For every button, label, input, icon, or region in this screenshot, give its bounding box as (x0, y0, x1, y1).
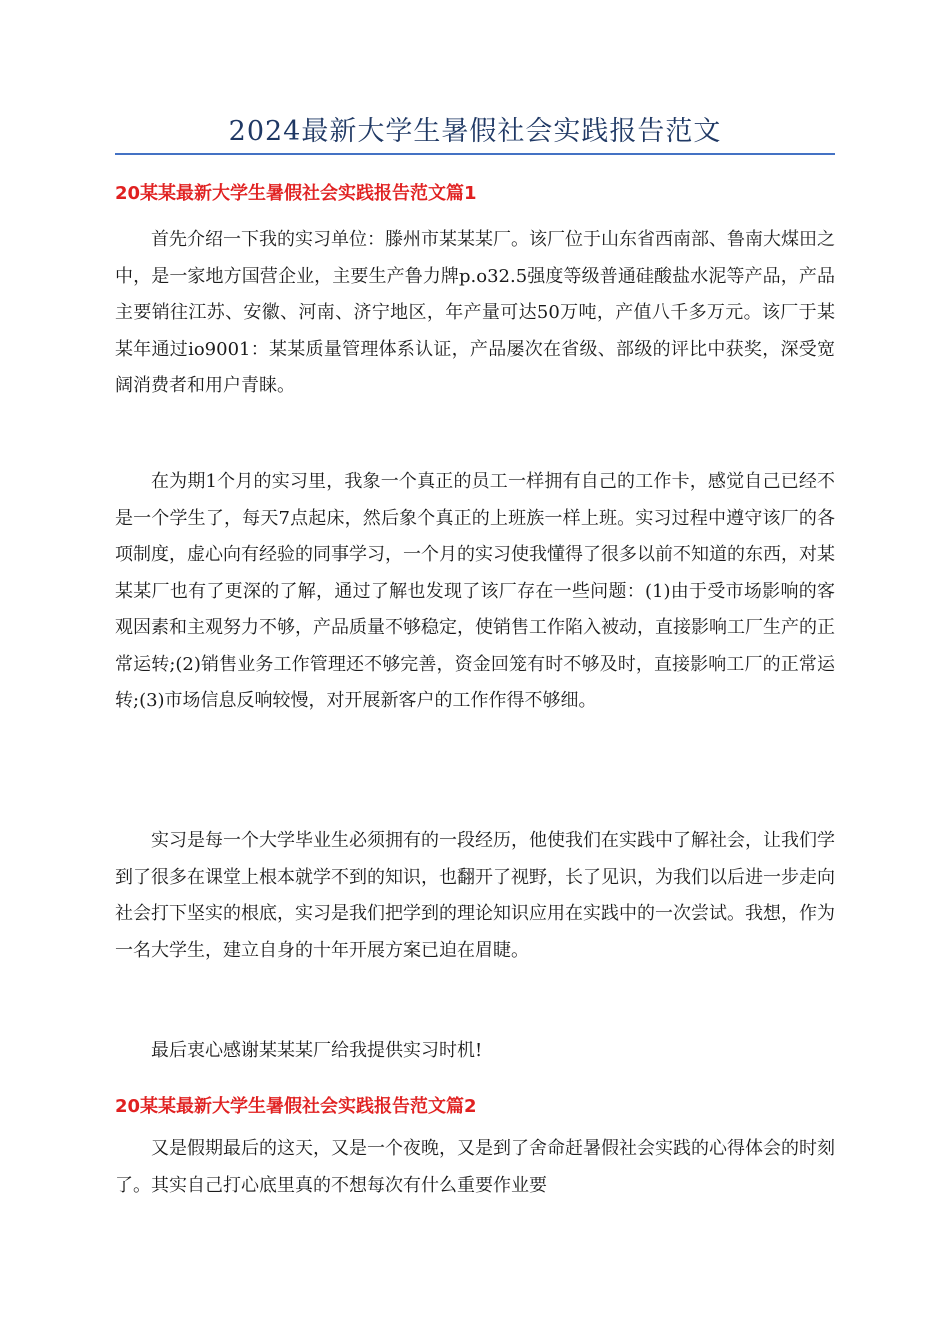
paragraph: 最后衷心感谢某某某厂给我提供实习时机! (151, 1040, 483, 1061)
title-underline (115, 153, 835, 155)
section-heading-2: 20某某最新大学生暑假社会实践报告范文篇2 (115, 1096, 477, 1117)
section-heading-1: 20某某最新大学生暑假社会实践报告范文篇1 (115, 183, 477, 204)
paragraph: 在为期1个月的实习里，我象一个真正的员工一样拥有自己的工作卡，感觉自己已经不是一个学生了，每天7点起床，然后象个真正的上班族一样上班。实习过程中遵守该厂的各项制度，虚心向有经验的同事学习，一个月的实习使我懂得了很多以前不知道的东西，对某某某厂也有了更深的了解，通过了解也发现了该厂存在一些问题：(1)由于受市场影响的客观因素和主观努力不够，产品质量不够稳定，使销售工作陷入被动，直接影响工厂生产的正常运转;(2)销售业务工作管理还不够完善，资金回笼有时不够及时，直接影响工厂的正常运转;(3)市场信息反响较慢，对开展新客户的工作作得不够细。 (115, 471, 835, 711)
document-title: 2024最新大学生暑假社会实践报告范文 (228, 116, 722, 147)
paragraph: 首先介绍一下我的实习单位：滕州市某某某厂。该厂位于山东省西南部、鲁南大煤田之中，是一家地方国营企业，主要生产鲁力牌p.o32.5强度等级普通硅酸盐水泥等产品，产品主要销往江苏、安徽、河南、济宁地区，年产量可达50万吨，产值八千多万元。该厂于某某年通过io9001：某某质量管理体系认证，产品屡次在省级、部级的评比中获奖，深受宽阔消费者和用户青睐。 (115, 229, 835, 396)
paragraph: 实习是每一个大学毕业生必须拥有的一段经历，他使我们在实践中了解社会，让我们学到了很多在课堂上根本就学不到的知识，也翻开了视野，长了见识，为我们以后进一步走向社会打下坚实的根底，实习是我们把学到的理论知识应用在实践中的一次尝试。我想，作为一名大学生，建立自身的十年开展方案已迫在眉睫。 (115, 830, 835, 961)
paragraph: 又是假期最后的这天，又是一个夜晚，又是到了舍命赶暑假社会实践的心得体会的时刻了。其实自己打心底里真的不想每次有什么重要作业要 (115, 1138, 835, 1196)
